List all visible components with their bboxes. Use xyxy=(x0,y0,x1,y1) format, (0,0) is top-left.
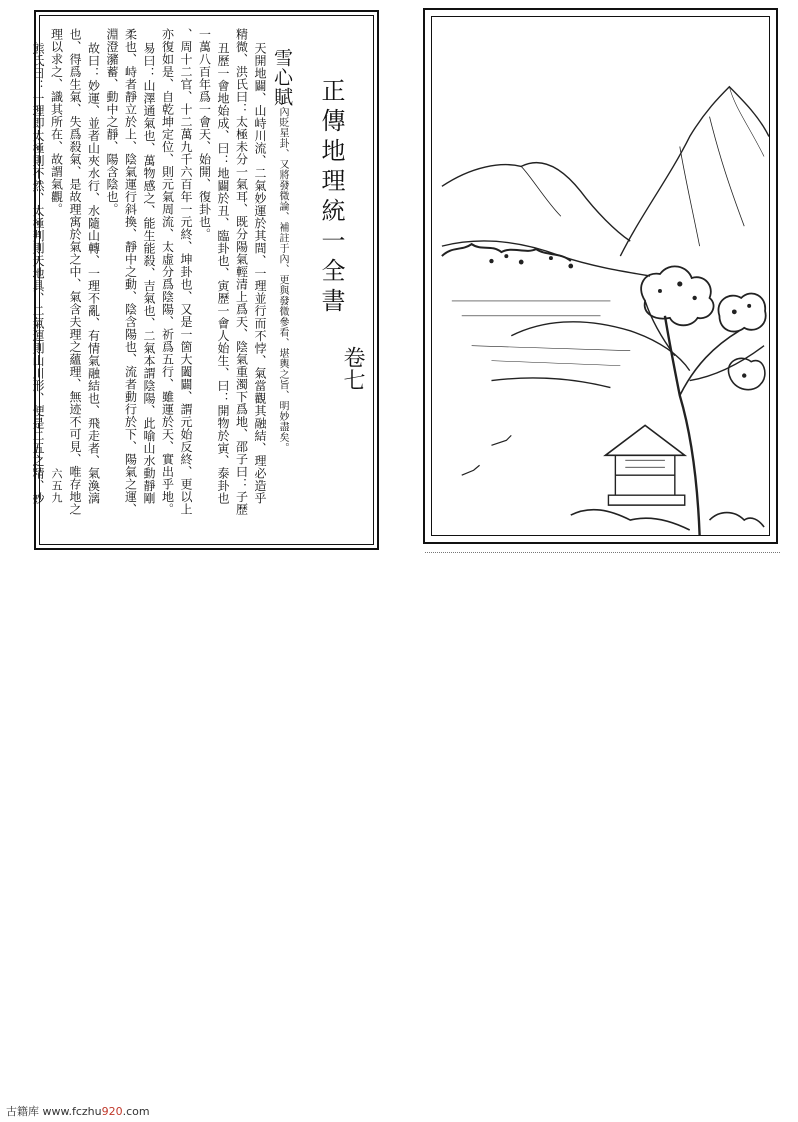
text-column: 丑歷一會地始成、曰：地闢於丑、臨卦也、寅歷一會人始生、曰：開物於寅、泰卦也 xyxy=(216,42,230,505)
text-columns xyxy=(29,28,368,536)
text-column: 淵澄瀦蓄、動中之靜、陽含陰也。 xyxy=(105,28,119,216)
watermark-prefix: 古籍库 www.fczhu xyxy=(6,1105,102,1118)
column-spacer xyxy=(295,28,311,536)
watermark-suffix: .com xyxy=(122,1105,150,1118)
page-number: 六五九 xyxy=(50,468,63,504)
text-column: 故曰：妙運、並者山夾水行、水隨山轉、一理不亂、有情氣融結也、飛走者、氣渙漓 xyxy=(86,42,101,505)
watermark-accent: 920 xyxy=(101,1105,123,1118)
text-column: 、周十二官、十二萬九千六百年一元終、坤卦也、又是一箇大闔闢、謂元始反終、更以上 xyxy=(179,28,193,516)
text-column: 也、得爲生氣、失爲殺氣、是故理寓於氣之中、氣含夫理之蘊理、無迹不可見、唯存地之 xyxy=(68,28,82,516)
section-header xyxy=(269,28,295,556)
page-edge-rule xyxy=(425,552,780,553)
text-column: 精微、洪氏曰：太極未分一氣耳、既分陽氣輕清上爲天、陰氣重濁下爲地、邵子曰：子歷 xyxy=(234,28,249,516)
text-column: 易曰：山澤通氣也、萬物感之、能生能殺、吉氣也、二氣本謂陰陽、此喻山水動靜剛 xyxy=(142,42,156,505)
site-watermark xyxy=(6,1103,150,1119)
landscape-illustration xyxy=(432,17,769,535)
text-column: 天開地闢、山峙川流、二氣妙運於其間、一理並行而不悖、氣當觀其融結、理必造乎 xyxy=(253,42,267,505)
book-title: 正傳地理統一全書 xyxy=(317,78,345,318)
illustration-inner-border xyxy=(431,16,770,536)
volume-label: 卷七 xyxy=(340,346,365,391)
illustration-page xyxy=(423,8,778,544)
text-column: 理以求之、識其所在、故謂氣觀。 xyxy=(49,28,64,216)
text-column: 熊氏曰：一理即太極則不然、太極判則天地具、二氣運則山川形、便是二五之精、妙 xyxy=(31,42,45,505)
text-column: 柔也、峙者靜立於上、陰氣運行斜換、靜中之動、陰含陽也、流者動行於下、陽氣之運、 xyxy=(123,28,138,516)
section-title: 雪心賦 xyxy=(271,48,293,107)
text-column: 一萬八百年爲一會天、始開、復卦也。 xyxy=(197,28,212,241)
text-column: 亦復如是、自乾坤定位、則元氣周流、太虛分爲陰陽、祈爲五行、雖運於天、實出乎地。 xyxy=(160,28,175,516)
section-note: 內貶星卦、又將發微論、補註于內、更與發微參看、堪輿之旨、明妙盡矣。 xyxy=(277,106,288,453)
text-page xyxy=(31,10,379,550)
